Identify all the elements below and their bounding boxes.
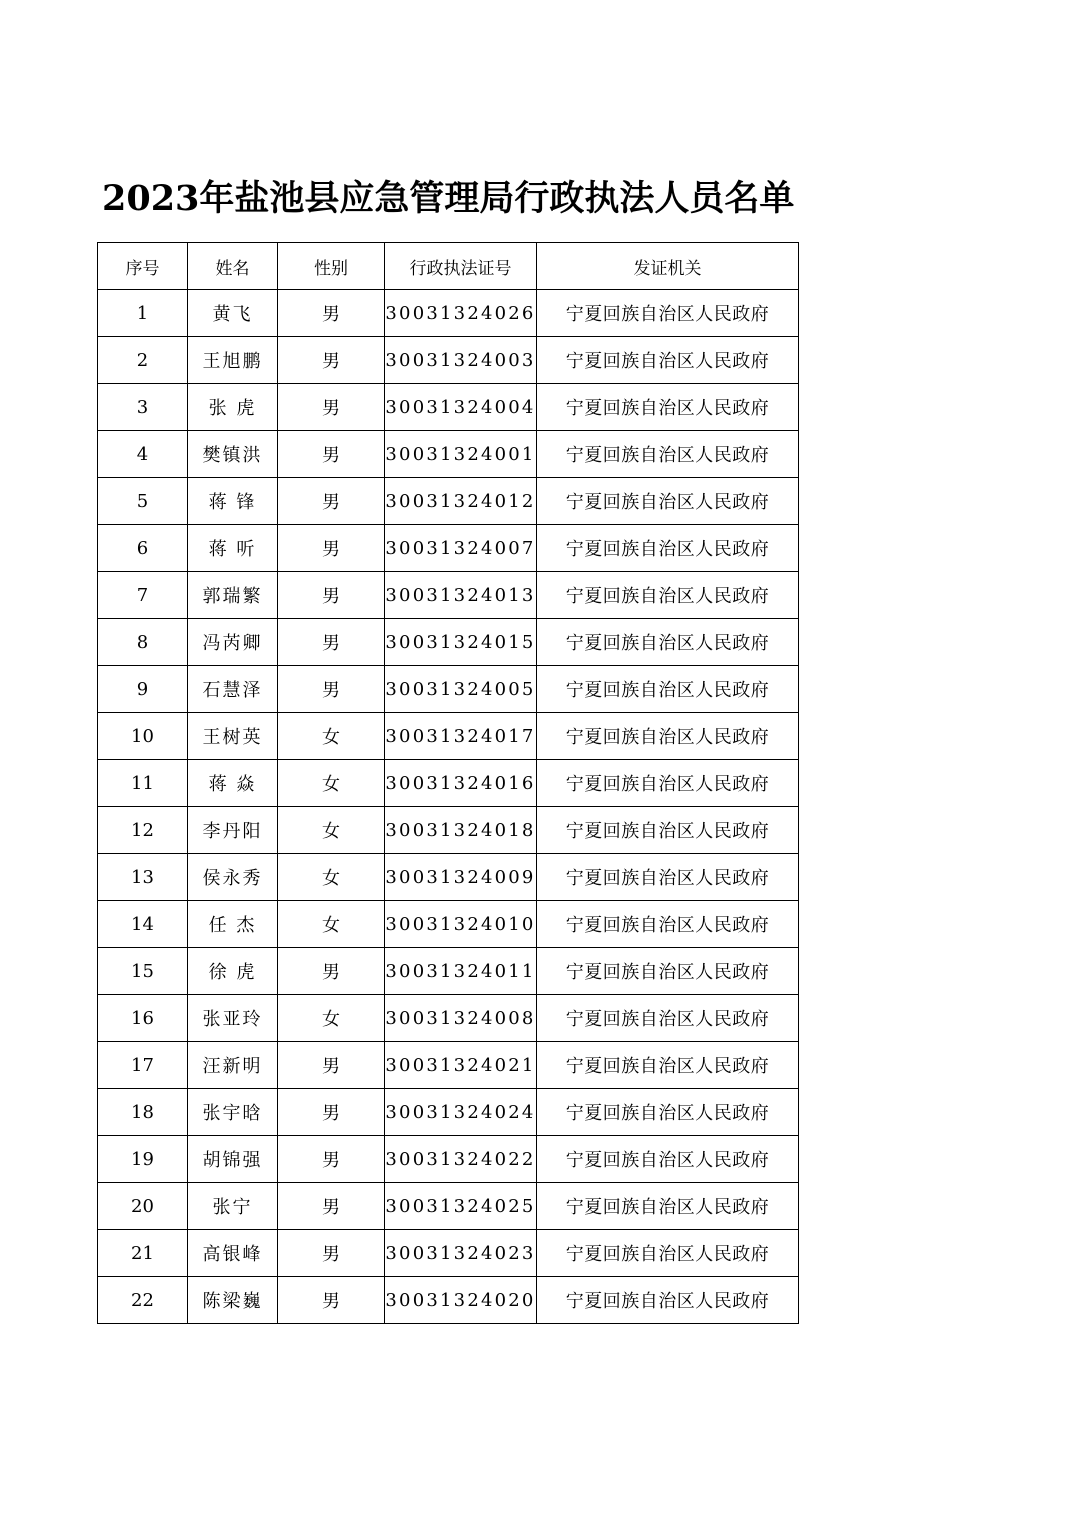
cell-license-number: 30031324023	[385, 1230, 537, 1277]
header-name: 姓名	[188, 243, 278, 290]
cell-license-number: 30031324015	[385, 619, 537, 666]
cell-serial-number: 9	[98, 666, 188, 713]
cell-name: 陈梁巍	[188, 1277, 278, 1324]
cell-license-number: 30031324005	[385, 666, 537, 713]
cell-gender: 女	[278, 713, 385, 760]
cell-gender: 男	[278, 525, 385, 572]
cell-name: 李丹阳	[188, 807, 278, 854]
cell-name: 徐 虎	[188, 948, 278, 995]
cell-gender: 男	[278, 478, 385, 525]
cell-license-number: 30031324009	[385, 854, 537, 901]
cell-gender: 男	[278, 1136, 385, 1183]
cell-name: 王旭鹏	[188, 337, 278, 384]
table-row	[98, 478, 799, 525]
header-issuing-authority: 发证机关	[537, 243, 799, 290]
cell-gender: 女	[278, 807, 385, 854]
cell-gender: 男	[278, 1183, 385, 1230]
cell-serial-number: 12	[98, 807, 188, 854]
cell-name: 汪新明	[188, 1042, 278, 1089]
table-row	[98, 1230, 799, 1277]
cell-serial-number: 8	[98, 619, 188, 666]
cell-license-number: 30031324013	[385, 572, 537, 619]
cell-name: 高银峰	[188, 1230, 278, 1277]
cell-name: 石慧泽	[188, 666, 278, 713]
cell-name: 蒋 听	[188, 525, 278, 572]
table-row	[98, 948, 799, 995]
cell-issuing-authority: 宁夏回族自治区人民政府	[537, 854, 799, 901]
cell-gender: 女	[278, 760, 385, 807]
cell-serial-number: 4	[98, 431, 188, 478]
cell-license-number: 30031324001	[385, 431, 537, 478]
cell-serial-number: 21	[98, 1230, 188, 1277]
cell-issuing-authority: 宁夏回族自治区人民政府	[537, 1042, 799, 1089]
cell-serial-number: 10	[98, 713, 188, 760]
cell-gender: 男	[278, 948, 385, 995]
table-row	[98, 901, 799, 948]
cell-license-number: 30031324010	[385, 901, 537, 948]
table-row	[98, 1277, 799, 1324]
cell-issuing-authority: 宁夏回族自治区人民政府	[537, 572, 799, 619]
cell-issuing-authority: 宁夏回族自治区人民政府	[537, 478, 799, 525]
cell-issuing-authority: 宁夏回族自治区人民政府	[537, 1230, 799, 1277]
table-row	[98, 854, 799, 901]
cell-issuing-authority: 宁夏回族自治区人民政府	[537, 901, 799, 948]
table-row	[98, 384, 799, 431]
table-row	[98, 572, 799, 619]
cell-serial-number: 3	[98, 384, 188, 431]
cell-license-number: 30031324004	[385, 384, 537, 431]
table-row	[98, 995, 799, 1042]
cell-license-number: 30031324026	[385, 290, 537, 337]
cell-issuing-authority: 宁夏回族自治区人民政府	[537, 807, 799, 854]
header-license-number: 行政执法证号	[385, 243, 537, 290]
cell-license-number: 30031324020	[385, 1277, 537, 1324]
table-row	[98, 666, 799, 713]
cell-name: 张宇晗	[188, 1089, 278, 1136]
cell-serial-number: 2	[98, 337, 188, 384]
cell-license-number: 30031324011	[385, 948, 537, 995]
cell-gender: 女	[278, 901, 385, 948]
cell-name: 黄飞	[188, 290, 278, 337]
cell-serial-number: 11	[98, 760, 188, 807]
cell-name: 王树英	[188, 713, 278, 760]
table-row	[98, 807, 799, 854]
cell-license-number: 30031324018	[385, 807, 537, 854]
document-title: 2023年盐池县应急管理局行政执法人员名单	[102, 178, 795, 219]
table-row	[98, 337, 799, 384]
table-row	[98, 1089, 799, 1136]
cell-gender: 男	[278, 619, 385, 666]
cell-name: 樊镇洪	[188, 431, 278, 478]
cell-name: 冯芮卿	[188, 619, 278, 666]
cell-name: 蒋 焱	[188, 760, 278, 807]
cell-issuing-authority: 宁夏回族自治区人民政府	[537, 525, 799, 572]
cell-serial-number: 20	[98, 1183, 188, 1230]
cell-serial-number: 13	[98, 854, 188, 901]
cell-issuing-authority: 宁夏回族自治区人民政府	[537, 431, 799, 478]
cell-name: 张 虎	[188, 384, 278, 431]
cell-issuing-authority: 宁夏回族自治区人民政府	[537, 384, 799, 431]
cell-issuing-authority: 宁夏回族自治区人民政府	[537, 1183, 799, 1230]
cell-license-number: 30031324003	[385, 337, 537, 384]
cell-issuing-authority: 宁夏回族自治区人民政府	[537, 995, 799, 1042]
table-row	[98, 290, 799, 337]
table-header-row	[98, 243, 799, 290]
cell-issuing-authority: 宁夏回族自治区人民政府	[537, 1089, 799, 1136]
cell-gender: 男	[278, 1230, 385, 1277]
cell-serial-number: 6	[98, 525, 188, 572]
cell-gender: 女	[278, 995, 385, 1042]
cell-gender: 男	[278, 290, 385, 337]
cell-license-number: 30031324021	[385, 1042, 537, 1089]
cell-issuing-authority: 宁夏回族自治区人民政府	[537, 760, 799, 807]
cell-name: 胡锦强	[188, 1136, 278, 1183]
header-serial-number: 序号	[98, 243, 188, 290]
cell-gender: 男	[278, 337, 385, 384]
cell-serial-number: 5	[98, 478, 188, 525]
header-gender: 性别	[278, 243, 385, 290]
cell-serial-number: 7	[98, 572, 188, 619]
cell-issuing-authority: 宁夏回族自治区人民政府	[537, 337, 799, 384]
cell-license-number: 30031324007	[385, 525, 537, 572]
cell-gender: 男	[278, 572, 385, 619]
cell-serial-number: 18	[98, 1089, 188, 1136]
cell-issuing-authority: 宁夏回族自治区人民政府	[537, 619, 799, 666]
table-row	[98, 1136, 799, 1183]
table-row	[98, 1183, 799, 1230]
cell-name: 郭瑞繁	[188, 572, 278, 619]
cell-license-number: 30031324025	[385, 1183, 537, 1230]
cell-license-number: 30031324008	[385, 995, 537, 1042]
cell-name: 张宁	[188, 1183, 278, 1230]
cell-serial-number: 1	[98, 290, 188, 337]
cell-license-number: 30031324022	[385, 1136, 537, 1183]
cell-license-number: 30031324016	[385, 760, 537, 807]
table-row	[98, 760, 799, 807]
cell-license-number: 30031324024	[385, 1089, 537, 1136]
cell-license-number: 30031324017	[385, 713, 537, 760]
cell-serial-number: 16	[98, 995, 188, 1042]
cell-issuing-authority: 宁夏回族自治区人民政府	[537, 666, 799, 713]
cell-serial-number: 14	[98, 901, 188, 948]
cell-issuing-authority: 宁夏回族自治区人民政府	[537, 1277, 799, 1324]
cell-gender: 女	[278, 854, 385, 901]
cell-gender: 男	[278, 1089, 385, 1136]
table-row	[98, 1042, 799, 1089]
table-row	[98, 525, 799, 572]
cell-gender: 男	[278, 666, 385, 713]
cell-issuing-authority: 宁夏回族自治区人民政府	[537, 290, 799, 337]
cell-issuing-authority: 宁夏回族自治区人民政府	[537, 1136, 799, 1183]
table-row	[98, 431, 799, 478]
table-row	[98, 713, 799, 760]
table-body	[98, 290, 799, 1324]
cell-gender: 男	[278, 1042, 385, 1089]
cell-license-number: 30031324012	[385, 478, 537, 525]
cell-name: 蒋 锋	[188, 478, 278, 525]
cell-serial-number: 17	[98, 1042, 188, 1089]
cell-issuing-authority: 宁夏回族自治区人民政府	[537, 948, 799, 995]
cell-name: 任 杰	[188, 901, 278, 948]
cell-serial-number: 22	[98, 1277, 188, 1324]
personnel-table	[97, 242, 799, 1324]
cell-name: 张亚玲	[188, 995, 278, 1042]
table-row	[98, 619, 799, 666]
cell-gender: 男	[278, 1277, 385, 1324]
cell-issuing-authority: 宁夏回族自治区人民政府	[537, 713, 799, 760]
cell-name: 侯永秀	[188, 854, 278, 901]
cell-gender: 男	[278, 384, 385, 431]
cell-serial-number: 15	[98, 948, 188, 995]
cell-serial-number: 19	[98, 1136, 188, 1183]
cell-gender: 男	[278, 431, 385, 478]
